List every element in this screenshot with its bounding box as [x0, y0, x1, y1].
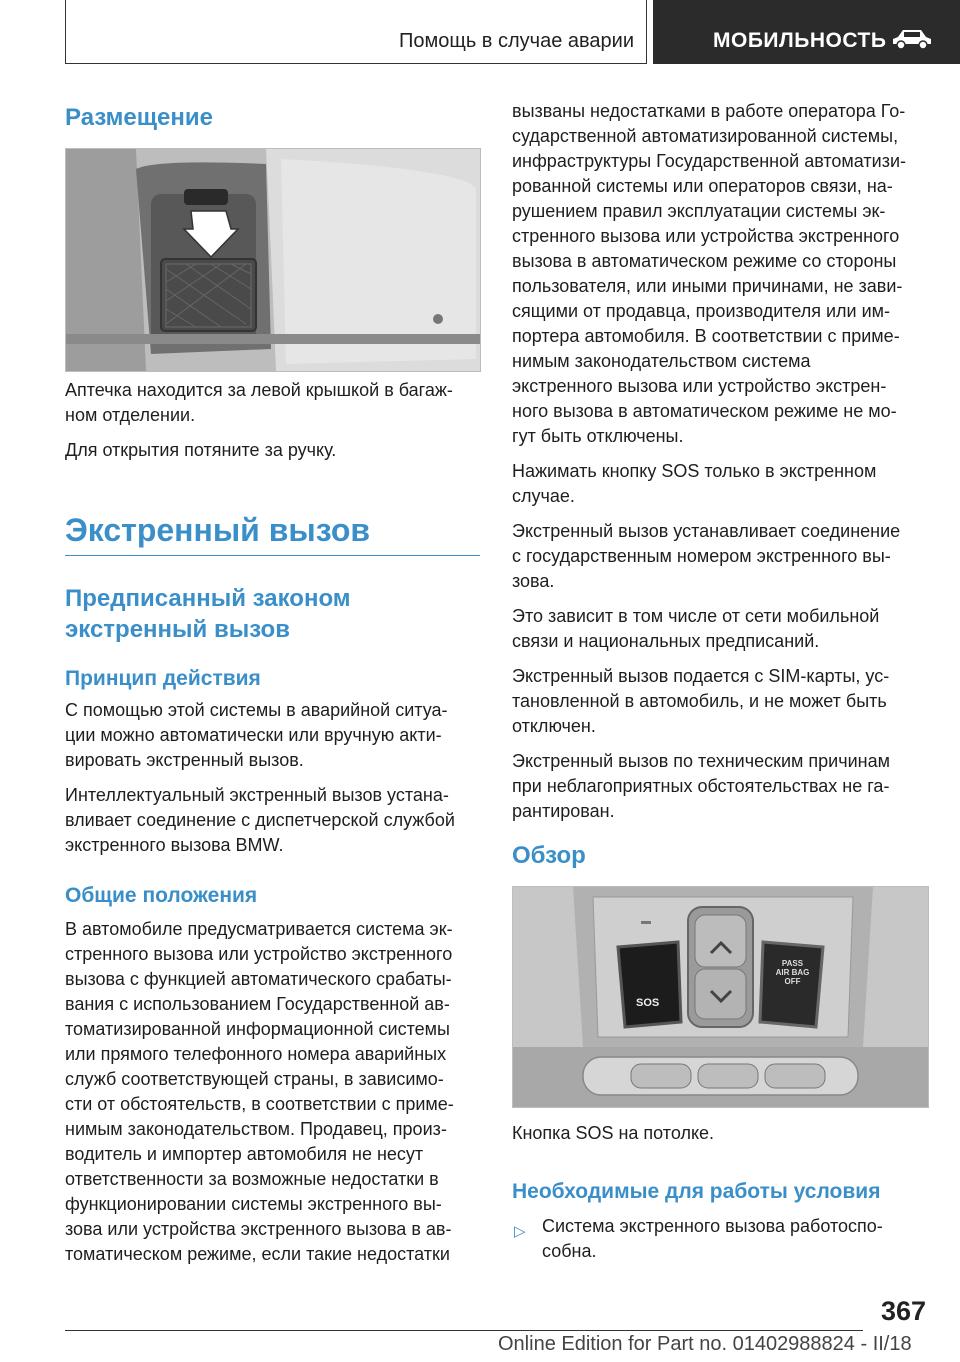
connect-line: Экстренный вызов устанавливает соединение [512, 521, 901, 541]
heading-principle: Принцип действия [65, 667, 261, 690]
photo-caption: Кнопка SOS на потолке. [512, 1123, 715, 1143]
cont-line: сударственной автоматизированной системы, [512, 126, 899, 146]
heading-overview: Обзор [512, 842, 586, 869]
general-line: томатизированной информационной системы [65, 1019, 450, 1039]
general-line: томатическом режиме, если такие недостатки [65, 1244, 450, 1264]
sim-line: отключен. [512, 716, 596, 736]
sos-button-photo [512, 886, 929, 1108]
header-section-title: Помощь в случае аварии [399, 30, 634, 52]
airbag-label [770, 959, 815, 986]
principle-line: ции можно автоматически или вручную акти- [65, 725, 442, 745]
cont-line: вызваны недостатками в работе оператора Го- [512, 101, 906, 121]
intelligent-line: экстренного вызова BMW. [65, 835, 284, 855]
overhead-console-illustration [513, 887, 928, 1107]
cont-line: сящими от продавца, производителя или им- [512, 301, 891, 321]
general-line: вания с использованием Государственной ав- [65, 994, 450, 1014]
cont-line: пользователя, или иными причинами, не зави- [512, 276, 903, 296]
cont-line: экстренного вызова или устройство экстрен- [512, 376, 887, 396]
heading-placement: Размещение [65, 104, 213, 131]
principle-line: С помощью этой системы в аварийной ситуа- [65, 700, 448, 720]
placement-text [65, 378, 480, 463]
car-icon [889, 26, 935, 52]
sos-line: случае. [512, 486, 575, 506]
heading-legal-line: экстренный вызов [65, 616, 290, 643]
general-line: служб соответствующей страны, в зависимо- [65, 1069, 444, 1089]
cont-line: ного вызова в автоматическом режиме не мо- [512, 401, 897, 421]
header-section-box [65, 0, 647, 64]
heading-requirements: Необходимые для работы условия [512, 1180, 881, 1203]
principle-line: вировать экстренный вызов. [65, 750, 304, 770]
general-line: функционировании системы экстренного вы- [65, 1194, 442, 1214]
heading-legal-call [65, 583, 480, 645]
cont-line: нимым законодательством система [512, 351, 811, 371]
sim-line: тановленной в автомобиль, и не может быть [512, 691, 887, 711]
connect-line: зова. [512, 571, 555, 591]
heading-emergency-call: Экстренный вызов [65, 512, 371, 548]
page-number: 367 [880, 1296, 926, 1326]
cont-line: рованной системы или операторов связи, на- [512, 176, 893, 196]
cont-line: рушением правил эксплуатации системы эк- [512, 201, 886, 221]
cont-line: гут быть отключены. [512, 426, 684, 446]
cont-line: портера автомобиля. В соответствии с приме- [512, 326, 900, 346]
principle-text [65, 698, 480, 858]
depends-line: связи и национальных предписаний. [512, 631, 820, 651]
heading-legal-line: Предписанный законом [65, 585, 351, 612]
general-line: стренного вызова или устройство экстренного [65, 944, 453, 964]
trunk-illustration [66, 149, 480, 371]
general-text [65, 917, 480, 1267]
req-line: Система экстренного вызова работоспо- [542, 1216, 883, 1236]
trunk-photo [65, 148, 481, 372]
footer-divider [65, 1330, 863, 1331]
header-chapter-title: МОБИЛЬНОСТЬ [713, 29, 887, 52]
triangle-bullet-icon: ▷ [514, 1223, 526, 1240]
cont-line: инфраструктуры Государственной автоматизи- [512, 151, 907, 171]
general-line: или прямого телефонного номера аварийных [65, 1044, 447, 1064]
tech-line: рантирован. [512, 801, 615, 821]
airbag-label-line: AIR BAG [775, 968, 810, 977]
general-line: ответственности за возможные недостатки в [65, 1169, 439, 1189]
general-line: нимым законодательством. Продавец, произ- [65, 1119, 447, 1139]
general-line: водитель и импортер автомобиля не несут [65, 1144, 424, 1164]
cont-line: вызова в автоматическом режиме со стороны [512, 251, 897, 271]
sos-button-label: SOS [636, 997, 660, 1009]
placement-line: ном отделении. [65, 405, 196, 425]
header-chapter-box [653, 0, 960, 64]
airbag-label-line: OFF [784, 977, 801, 986]
requirements-item [542, 1214, 932, 1264]
general-line: вызова с функцией автоматического срабаты- [65, 969, 452, 989]
footer-edition: Online Edition for Part no. 01402988824 - II/18 [498, 1333, 912, 1355]
placement-line: Аптечка находится за левой крышкой в багаж- [65, 380, 453, 400]
tech-line: при неблагоприятных обстоятельствах не га- [512, 776, 890, 796]
open-instruction: Для открытия потяните за ручку. [65, 440, 337, 460]
intelligent-line: Интеллектуальный экстренный вызов устана- [65, 785, 449, 805]
general-line: В автомобиле предусматривается система эк- [65, 919, 453, 939]
heading-general: Общие положения [65, 884, 258, 907]
intelligent-line: вливает соединение с диспетчерской службой [65, 810, 455, 830]
general-line: зова или устройства экстренного вызова в ав- [65, 1219, 452, 1239]
general-line: сти от обстоятельств, в соответствии с приме- [65, 1094, 454, 1114]
depends-line: Это зависит в том числе от сети мобильной [512, 606, 880, 626]
cont-line: стренного вызова или устройства экстренного [512, 226, 900, 246]
tech-line: Экстренный вызов по техническим причинам [512, 751, 890, 771]
req-line: собна. [542, 1241, 597, 1261]
sos-line: Нажимать кнопку SOS только в экстренном [512, 461, 877, 481]
section-divider [65, 555, 480, 556]
airbag-label-line: PASS [781, 959, 804, 968]
continuation-text [512, 99, 932, 824]
connect-line: с государственным номером экстренного вы- [512, 546, 891, 566]
sim-line: Экстренный вызов подается с SIM-карты, ус- [512, 666, 890, 686]
